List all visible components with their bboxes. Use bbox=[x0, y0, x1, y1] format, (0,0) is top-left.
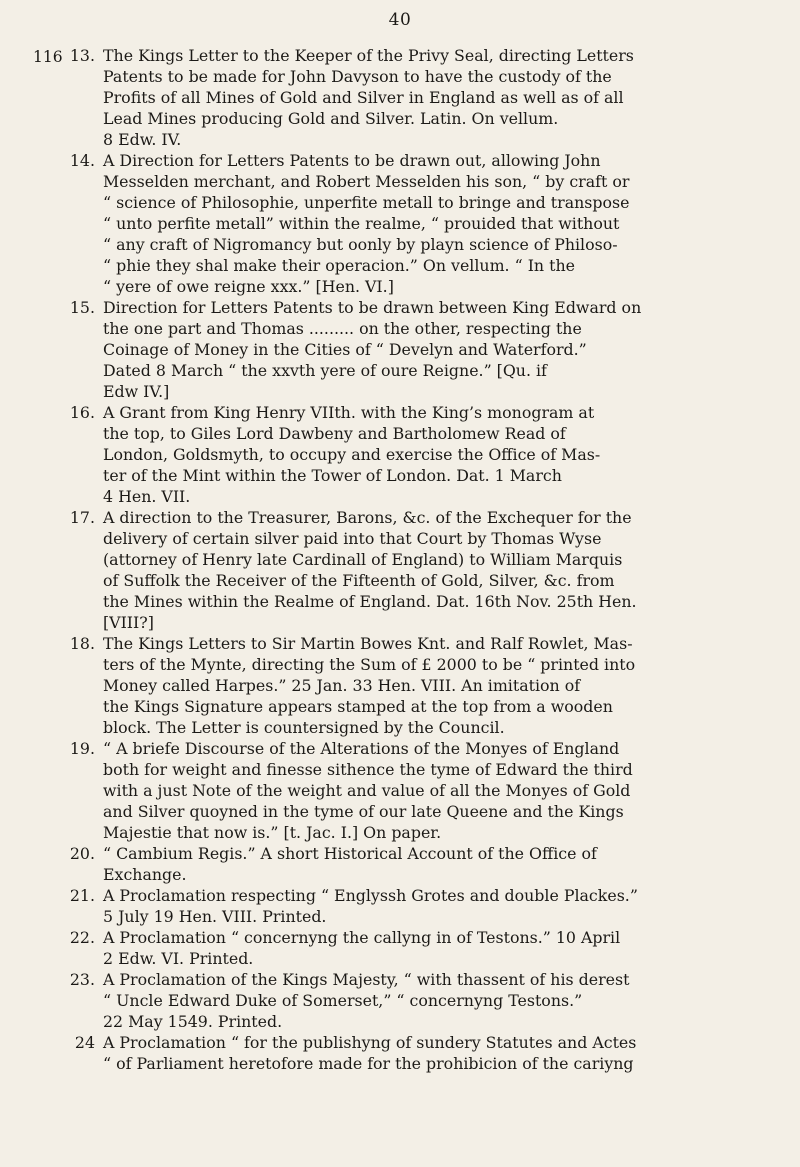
catalogue-entry bbox=[66, 633, 766, 738]
catalogue-entry bbox=[66, 45, 766, 150]
entry-number: 17. bbox=[69, 508, 95, 527]
catalogue-entry bbox=[66, 150, 766, 297]
marginal-page-number: 116 bbox=[33, 48, 63, 66]
entry-text: A Proclamation of the Kings Majesty, “ with thassent of his derest “ Uncle Edward Duke of Somerset,” “ concernyng Testons.” 22 May 1549. Printed. bbox=[103, 970, 630, 1031]
catalogue-entry bbox=[66, 297, 766, 402]
entry-text: A direction to the Treasurer, Barons, &c. of the Exchequer for the delivery of certain silver paid into that Court by Thomas Wyse (attorney of Henry late Cardinall of England) to William Marquis of Suffolk the Receiver of the Fifteenth of Gold, Silver, &c. from the Mines within the Realme of England. Dat. 16th Nov. 25th Hen. [VIII?] bbox=[103, 508, 637, 632]
entry-text: A Grant from King Henry VIIth. with the King’s monogram at the top, to Giles Lord Dawbeny and Bartholomew Read of London, Goldsmyth, to occupy and exercise the Office of Mas- ter of the Mint within the Tower of London. Dat. 1 March 4 Hen. VII. bbox=[103, 403, 601, 506]
entry-number: 15. bbox=[69, 298, 95, 317]
entry-text: A Proclamation “ for the publishyng of sundery Statutes and Actes “ of Parliament heretofore made for the prohibicion of the cariyng bbox=[103, 1033, 637, 1073]
catalogue-entries bbox=[66, 45, 766, 1074]
entry-text: “ Cambium Regis.” A short Historical Account of the Office of Exchange. bbox=[103, 844, 597, 884]
entry-number: 19. bbox=[69, 739, 95, 758]
catalogue-entry bbox=[66, 1032, 766, 1074]
catalogue-entry bbox=[66, 885, 766, 927]
entry-number: 21. bbox=[69, 886, 95, 905]
catalogue-entry bbox=[66, 402, 766, 507]
entry-text: A Proclamation “ concernyng the callyng in of Testons.” 10 April 2 Edw. VI. Printed. bbox=[103, 928, 621, 968]
entry-number: 13. bbox=[69, 46, 95, 65]
entry-text: A Proclamation respecting “ Englyssh Grotes and double Plackes.” 5 July 19 Hen. VIII. Printed. bbox=[103, 886, 638, 926]
catalogue-entry bbox=[66, 969, 766, 1032]
catalogue-entry bbox=[66, 507, 766, 633]
catalogue-entry bbox=[66, 843, 766, 885]
catalogue-entry bbox=[66, 927, 766, 969]
entry-text: The Kings Letter to the Keeper of the Privy Seal, directing Letters Patents to be made for John Davyson to have the custody of the Profits of all Mines of Gold and Silver in England as well as of all Lead Mines producing Gold and Silver. Latin. On vellum. 8 Edw. IV. bbox=[103, 46, 634, 149]
entry-text: “ A briefe Discourse of the Alterations of the Monyes of England both for weight and finesse sithence the tyme of Edward the third with a just Note of the weight and value of all the Monyes of Gold and Silver quoyned in the tyme of our late Queene and the Kings Majestie that now is.” [t. Jac. I.] On paper. bbox=[103, 739, 633, 842]
entry-number: 14. bbox=[69, 151, 95, 170]
page-number: 40 bbox=[388, 10, 412, 30]
entry-number: 23. bbox=[69, 970, 95, 989]
entry-number: 18. bbox=[69, 634, 95, 653]
entry-number: 16. bbox=[69, 403, 95, 422]
entry-text: A Direction for Letters Patents to be drawn out, allowing John Messelden merchant, and Robert Messelden his son, “ by craft or “ science of Philosophie, unperfite metall to bringe and transpose “ unto perfite metall” within the realme, “ prouided that without “ any craft of Nigromancy but oonly by playn science of Philoso- “ phie they shal make their operacion.” On vellum. “ In the “ yere of owe reigne xxx.” [Hen. VI.] bbox=[103, 151, 630, 296]
entry-text: The Kings Letters to Sir Martin Bowes Knt. and Ralf Rowlet, Mas- ters of the Mynte, directing the Sum of £ 2000 to be “ printed into Money called Harpes.” 25 Jan. 33 Hen. VIII. An imitation of the Kings Signature appears stamped at the top from a wooden block. The Letter is countersigned by the Council. bbox=[103, 634, 636, 737]
entry-number: 22. bbox=[69, 928, 95, 947]
catalogue-entry bbox=[66, 738, 766, 843]
entry-number: 24 bbox=[74, 1033, 95, 1052]
entry-number: 20. bbox=[69, 844, 95, 863]
entry-text: Direction for Letters Patents to be drawn between King Edward on the one part and Thomas ......... on the other, respecting the Coinage of Money in the Cities of “ Develyn and Waterford.” Dated 8 March “ the xxvth yere of oure Reigne.” [Qu. if Edw IV.] bbox=[103, 298, 642, 401]
